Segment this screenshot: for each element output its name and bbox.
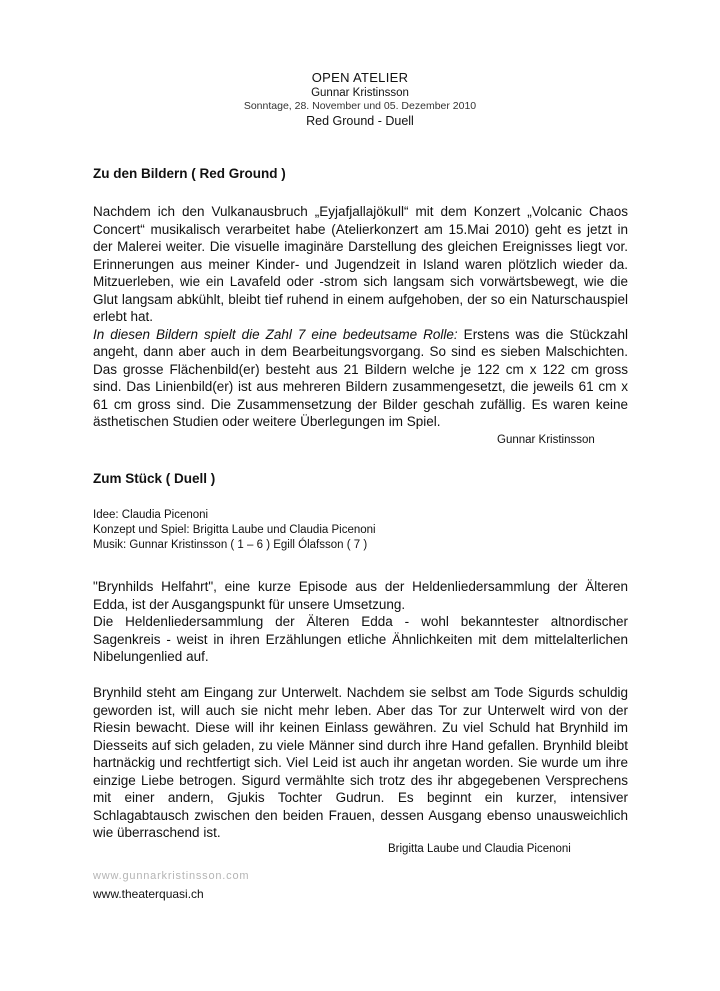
website-gunnarkristinsson: www.gunnarkristinsson.com [93, 870, 250, 882]
section1-paragraph [93, 203, 628, 431]
section2-heading: Zum Stück ( Duell ) [93, 471, 216, 486]
section1-heading: Zu den Bildern ( Red Ground ) [93, 166, 286, 181]
section2-signature: Brigitta Laube und Claudia Picenoni [388, 843, 571, 855]
credit-music: Musik: Gunnar Kristinsson ( 1 – 6 ) Egill Ólafsson ( 7 ) [93, 539, 368, 551]
section1-para2-rest: Erstens was die Stückzahl angeht, dann aber auch in dem Bearbeitungsvorgang. So sind es sieben Malschichten. Das grosse Flächenbild(er) besteht aus 21 Bildern welche je 122 cm x 122 cm gross sind. Das Linienbild(er) ist aus mehreren Bildern zusammengesetzt, die jeweils 61 cm x 61 cm gross sind. Die Zusammensetzung der Bilder geschah zufällig. Es waren keine ästhetischen Studien oder weitere Überlegungen im Spiel. [93, 326, 628, 429]
artist-name: Gunnar Kristinsson [311, 87, 409, 99]
website-theaterquasi: www.theaterquasi.ch [93, 887, 204, 901]
section1-para1: Nachdem ich den Vulkanausbruch „Eyjafjallajökull“ mit dem Konzert „Volcanic Chaos Concert“ musikalisch verarbeitet habe (Atelierkonzert am 15.Mai 2010) geht es jetzt in der Malerei weiter. Die visuelle imaginäre Darstellung des gleichen Ereignisses liegt vor. Erinnerungen aus meiner Kinder- und Jugendzeit in Island waren plötzlich wieder da. Mitzuerleben, wie ein Lavafeld oder -strom sich langsam sich vorwärtsbewegt, wie die Glut langsam abkühlt, bleibt tief ruhend in einem aufgehoben, der so ein Naturschauspiel erlebt hat. [93, 204, 628, 324]
section2-paragraph-3: Brynhild steht am Eingang zur Unterwelt. Nachdem sie selbst am Tode Sigurds schuldig geworden ist, will auch sie nicht mehr leben. Aber das Tor zur Unterwelt wird von der Riesin bewacht. Diese will ihr keinen Einlass gewähren. Zu viel Schuld hat Brynhild im Diesseits auf sich geladen, zu viele Männer sind durch ihre Hand gefallen. Brynhild bleibt hartnäckig und rechtfertigt sich. Viel Leid ist auch ihr angetan worden. Sie wurde um ihre einzige Liebe betrogen. Sigurd vermählte sich trotz des ihr abgegebenen Versprechens mit einer andern, Gjukis Tochter Gudrun. Es beginnt ein kurzer, intensiver Schlagabtausch zwischen den beiden Frauen, dessen Ausgang ebenso unausweichlich wie überraschend ist. [93, 685, 628, 840]
section2-para2: Die Heldenliedersammlung der Älteren Edda - wohl bekanntester altnordischer Sagenkreis - weist in ihren Erzählungen etliche Ähnlichkeiten mit dem mittelalterlichen Nibelungenlied auf. [93, 614, 628, 664]
section1-signature: Gunnar Kristinsson [497, 434, 595, 446]
event-dates: Sonntage, 28. November und 05. Dezember 2010 [243, 100, 477, 112]
header-block [0, 70, 720, 129]
event-subtitle: Red Ground - Duell [306, 114, 414, 128]
section2-paragraph-1 [93, 578, 628, 666]
event-title: OPEN ATELIER [311, 70, 409, 85]
section2-para1: "Brynhilds Helfahrt", eine kurze Episode aus der Heldenliedersammlung der Älteren Edda, ist der Ausgangspunkt für unsere Umsetzung. [93, 579, 628, 612]
credits-list [93, 508, 376, 553]
credit-idea: Idee: Claudia Picenoni [93, 509, 209, 521]
section1-para2-italic: In diesen Bildern spielt die Zahl 7 eine bedeutsame Rolle: [93, 326, 458, 342]
credit-concept: Konzept und Spiel: Brigitta Laube und Claudia Picenoni [93, 524, 376, 536]
